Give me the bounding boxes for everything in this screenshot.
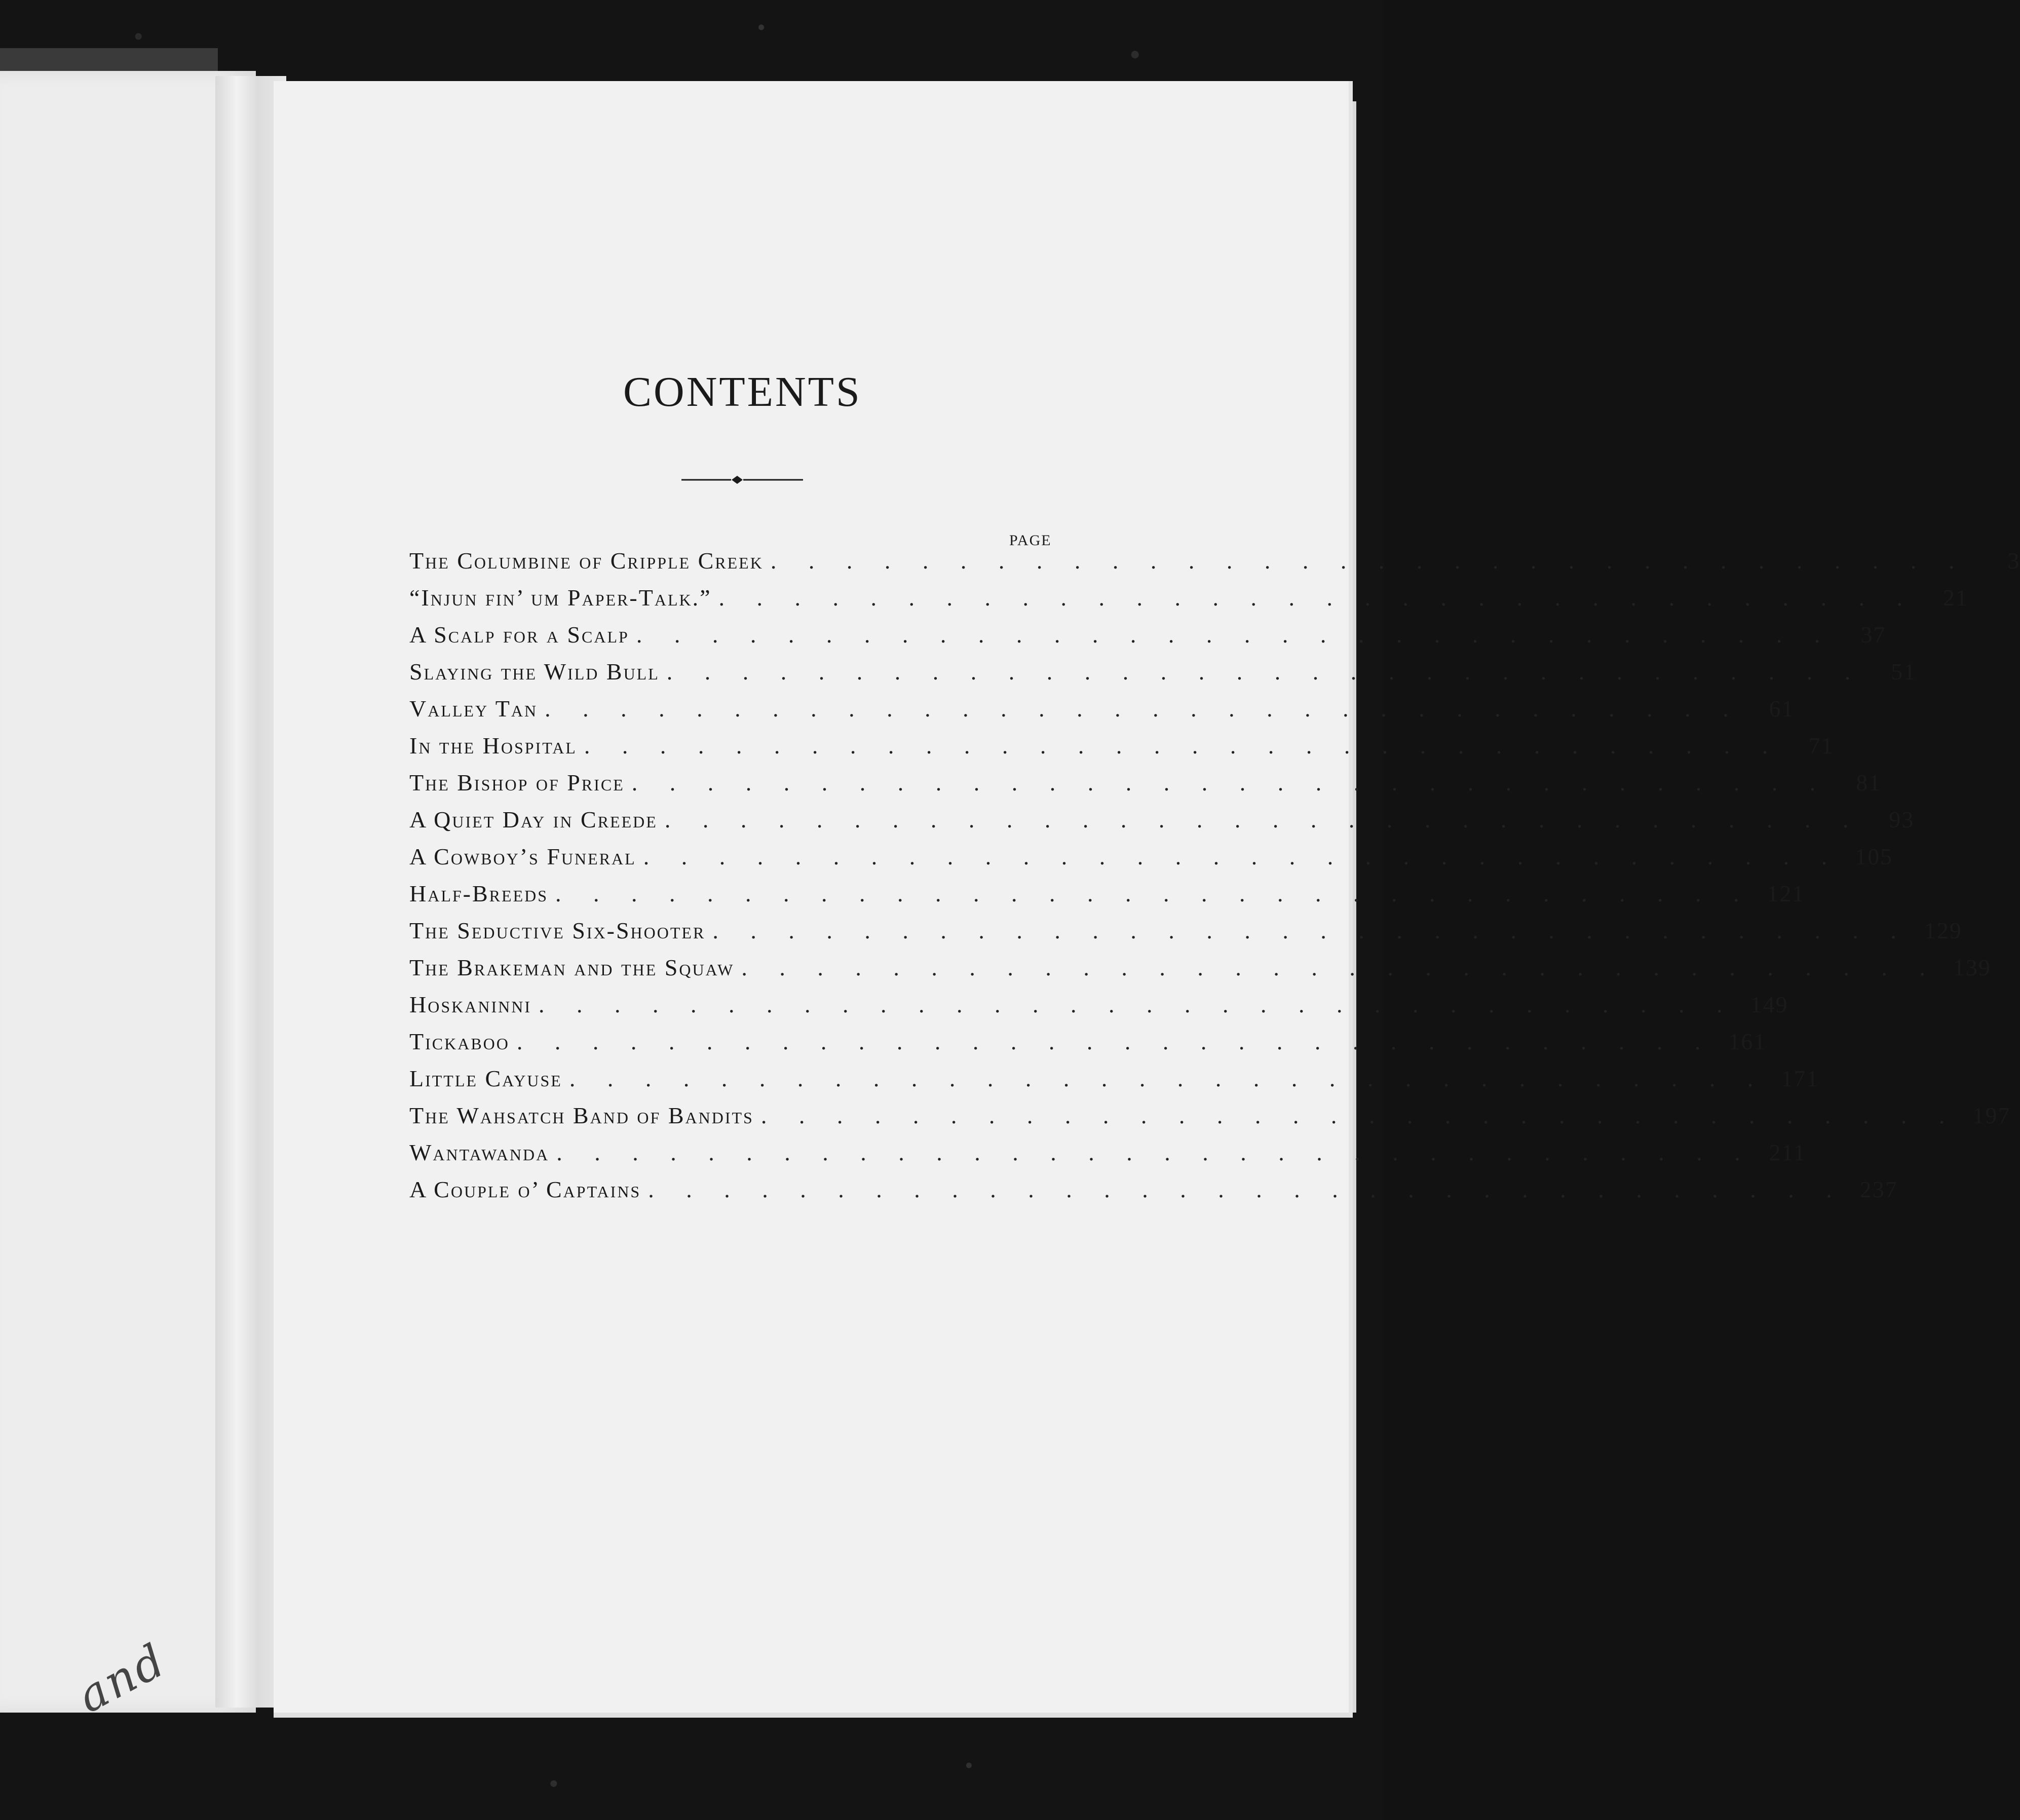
dot-leader: . . . . . . . . . . . . . . . . . . . . . . . . . . . . . . . . (636, 622, 1834, 648)
toc-entry-title: The Bishop of Price (409, 770, 625, 795)
toc-entry (409, 1176, 1898, 1213)
toc-entry-page: 61 (1769, 696, 1795, 722)
toc-entry-title: A Cowboy’s Funeral (409, 844, 636, 869)
toc-entry-page: 37 (1860, 622, 1886, 648)
dot-leader: . . . . . . . . . . . . . . . . . . . . . . . . . . . . . . . . (666, 659, 1864, 685)
toc-entry (409, 843, 1893, 880)
toc-entry-page: 211 (1769, 1140, 1806, 1165)
toc-entry (409, 1139, 1806, 1176)
toc-entry-page: 121 (1767, 881, 1805, 906)
dot-leader: . . . . . . . . . . . . . . . . . . . . . . . . . . . . . . . . (718, 585, 1916, 611)
toc-entry-page: 197 (1972, 1103, 2011, 1128)
toc-entry-page: 237 (1859, 1177, 1898, 1202)
toc-entry-title: Valley Tan (409, 696, 538, 722)
page-title: CONTENTS (623, 368, 862, 415)
toc-entry (409, 1065, 1819, 1102)
toc-entry-title: Half-Breeds (409, 881, 549, 906)
toc-entry-page: 171 (1781, 1066, 1819, 1091)
toc-entry-page: 3 (2007, 548, 2020, 574)
toc-entry (409, 584, 1969, 621)
dot-leader: . . . . . . . . . . . . . . . . . . . . . . . . . . . . . . . . (631, 770, 1829, 795)
toc-entry (409, 658, 1917, 695)
handwritten-margin-note: and (68, 1633, 175, 1724)
toc-entry-title: The Seductive Six-Shooter (409, 918, 706, 943)
toc-entry (409, 880, 1805, 917)
toc-entry (409, 695, 1795, 732)
toc-entry (409, 769, 1882, 806)
toc-entry-title: Little Cayuse (409, 1066, 562, 1091)
toc-entry (409, 547, 2020, 584)
dot-leader: . . . . . . . . . . . . . . . . . . . . . . . . . . . . . . . . (760, 1103, 1958, 1128)
toc-entry-page: 105 (1855, 844, 1893, 869)
table-of-contents (409, 547, 2020, 1213)
toc-entry-page: 93 (1889, 807, 1915, 832)
toc-entry-title: A Couple o’ Captains (409, 1177, 641, 1202)
page-column-label: PAGE (1009, 532, 1052, 549)
toc-entry (409, 954, 1991, 991)
ornament-divider (681, 474, 803, 486)
dot-leader: . . . . . . . . . . . . . . . . . . . . . . . . . . . . . . . . (712, 918, 1910, 943)
toc-entry-title: A Scalp for a Scalp (409, 622, 629, 648)
dot-leader: . . . . . . . . . . . . . . . . . . . . . . . . . . . . . . . . (643, 844, 1841, 869)
dot-leader: . . . . . . . . . . . . . . . . . . . . . . . . . . . . . . . . (569, 1066, 1767, 1091)
dot-leader: . . . . . . . . . . . . . . . . . . . . . . . . . . . . . . . . (664, 807, 1862, 832)
toc-entry-title: Wantawanda (409, 1140, 550, 1165)
toc-entry-page: 161 (1728, 1029, 1767, 1054)
toc-entry (409, 732, 1834, 769)
toc-entry-title: Tickaboo (409, 1029, 510, 1054)
toc-entry-title: The Brakeman and the Squaw (409, 955, 735, 980)
dot-leader: . . . . . . . . . . . . . . . . . . . . . . . . . . . . . . . . (539, 992, 1736, 1017)
toc-entry-page: 81 (1856, 770, 1882, 795)
dot-leader: . . . . . . . . . . . . . . . . . . . . . . . . . . . . . . . . (555, 881, 1752, 906)
toc-entry (409, 806, 1915, 843)
toc-entry (409, 991, 1788, 1028)
toc-entry-title: “Injun fin’ um Paper-Talk.” (409, 585, 712, 611)
toc-entry-title: The Columbine of Cripple Creek (409, 548, 764, 574)
dot-leader: . . . . . . . . . . . . . . . . . . . . . . . . . . . . . . . . (770, 548, 1968, 574)
toc-entry-title: A Quiet Day in Creede (409, 807, 658, 832)
toc-entry-page: 71 (1808, 733, 1834, 759)
dot-leader: . . . . . . . . . . . . . . . . . . . . . . . . . . . . . . . . (556, 1140, 1754, 1165)
toc-entry-title: Slaying the Wild Bull (409, 659, 660, 685)
book-cover-edge (0, 48, 218, 72)
dot-leader: . . . . . . . . . . . . . . . . . . . . . . . . . . . . . . . . (516, 1029, 1714, 1054)
dot-leader: . . . . . . . . . . . . . . . . . . . . . . . . . . . . . . . . (648, 1177, 1845, 1202)
toc-entry-page: 21 (1943, 585, 1969, 611)
toc-entry-title: Hoskaninni (409, 992, 531, 1017)
toc-entry (409, 1028, 1767, 1065)
toc-entry-title: In the Hospital (409, 733, 577, 759)
toc-entry (409, 1102, 2011, 1139)
dot-leader: . . . . . . . . . . . . . . . . . . . . . . . . . . . . . . . . (741, 955, 1938, 980)
toc-entry-page: 51 (1891, 659, 1917, 685)
toc-entry-title: The Wahsatch Band of Bandits (409, 1103, 754, 1128)
toc-entry (409, 621, 1886, 658)
dot-leader: . . . . . . . . . . . . . . . . . . . . . . . . . . . . . . . . (545, 696, 1742, 722)
toc-entry-page: 129 (1924, 918, 1962, 943)
toc-entry-page: 149 (1750, 992, 1788, 1017)
dot-leader: . . . . . . . . . . . . . . . . . . . . . . . . . . . . . . . . (584, 733, 1781, 759)
toc-entry-page: 139 (1953, 955, 1991, 980)
toc-entry (409, 917, 1962, 954)
